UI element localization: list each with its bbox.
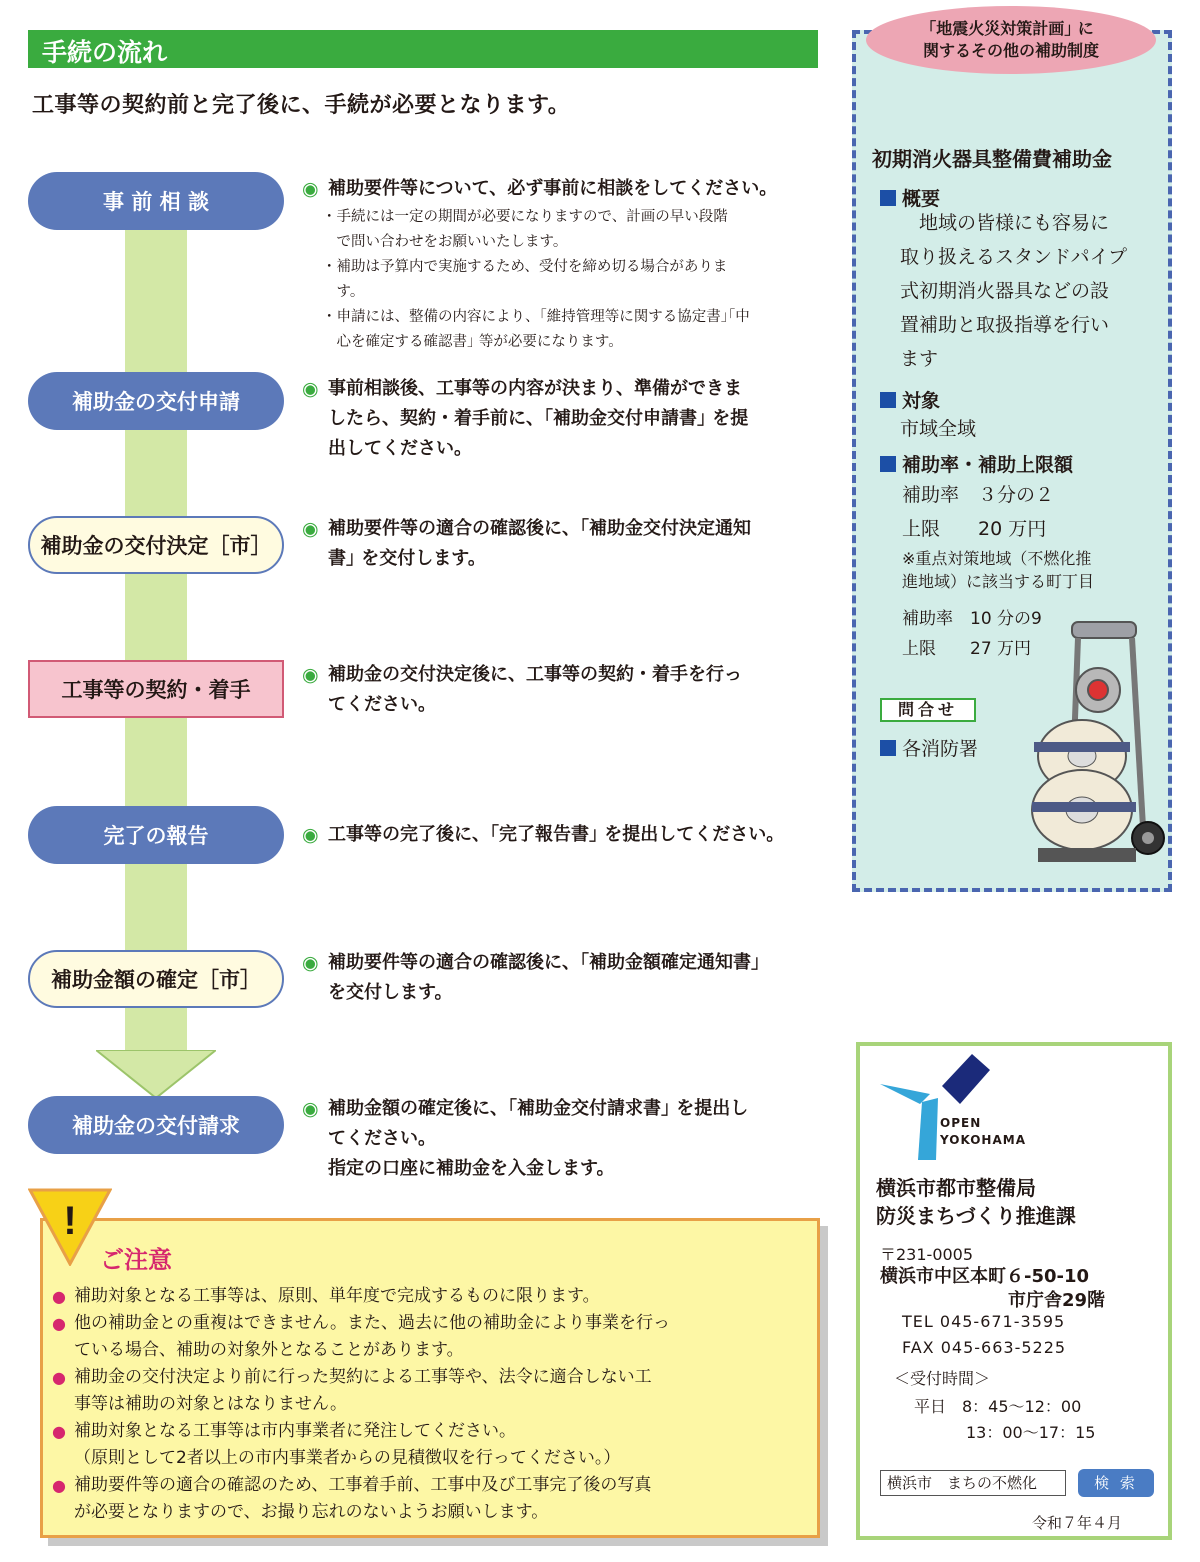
step-desc-0: ◉ 補助要件等について、必ず事前に相談をしてください。 xyxy=(302,174,822,204)
intro-text: 工事等の契約前と完了後に、手続が必要となります。 xyxy=(32,93,571,118)
bullet-icon: ◉ xyxy=(302,178,319,200)
square-bullet-icon xyxy=(880,740,896,756)
org-name: 横浜市都市整備局 防災まちづくり推進課 xyxy=(876,1176,1076,1228)
step-grant-request: 補助金の交付請求 xyxy=(28,1096,284,1154)
address-line1: 横浜市中区本町６-50-10 xyxy=(880,1266,1090,1287)
caution-item: ● 補助要件等の適合の確認のため、工事着手前、工事中及び工事完了後の写真 が必要となりますので、お撮り忘れのないようお願いします。 xyxy=(52,1475,652,1522)
section-header xyxy=(28,30,818,68)
section-title: 手続の流れ xyxy=(42,38,168,67)
square-bullet-icon xyxy=(880,190,896,206)
postal-code: 〒231-0005 xyxy=(880,1245,974,1264)
caution-list xyxy=(52,1283,812,1526)
square-bullet-icon xyxy=(880,392,896,408)
limit-text: 上限 20 万円 xyxy=(902,518,1047,540)
caution-item: ● 補助金の交付決定より前に行った契約による工事等や、法令に適合しない工 事等は補助の対象とはなりません。 xyxy=(52,1367,652,1414)
issue-date: 令和７年４月 xyxy=(1032,1514,1123,1532)
search-button[interactable]: 検 索 xyxy=(1078,1469,1154,1497)
step-completion-report: 完了の報告 xyxy=(28,806,284,864)
priority-note: ※重点対策地域（不燃化推 進地域）に該当する町丁目 xyxy=(902,549,1095,591)
inquiry-text: 各消防署 xyxy=(880,734,978,761)
hours-line2: 13：00～17：15 xyxy=(966,1423,1096,1442)
rate2-text: 補助率 10 分の9 xyxy=(902,609,1042,629)
target-text: 市域全域 xyxy=(900,418,977,440)
inquiry-label: 問合せ xyxy=(880,698,976,722)
rate-heading: 補助率・補助上限額 xyxy=(880,450,1073,477)
fax: FAX 045-663-5225 xyxy=(902,1338,1067,1357)
sidebar-title: 初期消火器具整備費補助金 xyxy=(872,147,1112,171)
caution-item: ● 補助対象となる工事等は市内事業者に発注してください。 （原則として2者以上の市内事業者からの見積徴収を行ってください。） xyxy=(52,1421,621,1468)
step-desc-1: ◉ 事前相談後、工事等の内容が決まり、準備ができま したら、契約・着手前に、｢補助金交付申請書｣ を提 出してください。 xyxy=(302,378,749,459)
limit2-text: 上限 27 万円 xyxy=(902,639,1032,659)
step-prior-consultation: 事 前 相 談 xyxy=(28,172,284,230)
caution-item: ● 他の補助金との重複はできません。また、過去に他の補助金により事業を行っ ている場合、補助の対象外となることがあります。 xyxy=(52,1313,671,1360)
summary-heading: 概要 xyxy=(880,184,940,211)
step-desc-3: ◉ 補助金の交付決定後に、工事等の契約・着手を行っ てください。 xyxy=(302,664,742,715)
step-amount-confirm: 補助金額の確定［市］ xyxy=(28,950,284,1008)
caution-title: ご注意 xyxy=(100,1246,172,1274)
step-desc-5: ◉ 補助要件等の適合の確認後に、｢補助金額確定通知書｣ を交付します。 xyxy=(302,952,760,1003)
step-contract-start: 工事等の契約・着手 xyxy=(28,660,284,718)
rate-text: 補助率 ３分の２ xyxy=(902,484,1055,506)
step-grant-decision: 補助金の交付決定［市］ xyxy=(28,516,284,574)
address-line2: 市庁舎29階 xyxy=(1008,1290,1106,1311)
step-notes-0: ・ 手続には一定の期間が必要になりますので、計画の早い段階 で問い合わせをお願いいたします。 ・ 補助は予算内で実施するため、受付を締め切る場合がありま す。 ・ 申請には、整備の内容により、｢維持管理等に関する協定書｣｢中 心を確定する確認書｣ 等が必要になります。 xyxy=(322,209,750,350)
warning-mark: ! xyxy=(63,1199,77,1243)
target-heading: 対象 xyxy=(880,386,940,413)
search-input[interactable]: 横浜市 まちの不燃化 xyxy=(880,1470,1066,1496)
hours-line1: 平日 8：45～12：00 xyxy=(914,1397,1082,1416)
sidebar-oval-heading: ｢地震火災対策計画｣ に 関するその他の補助制度 xyxy=(866,6,1156,74)
step-grant-application: 補助金の交付申請 xyxy=(28,372,284,430)
flow-arrow-head-icon xyxy=(96,1050,216,1098)
logo-text: OPEN YOKOHAMA xyxy=(940,1116,1026,1147)
step-desc-6: ◉ 補助金額の確定後に、｢補助金交付請求書｣ を提出し てください。 指定の口座に補助金を入金します。 xyxy=(302,1098,749,1179)
standpipe-extinguisher-icon xyxy=(1020,612,1170,874)
square-bullet-icon xyxy=(880,456,896,472)
tel: TEL 045-671-3595 xyxy=(902,1312,1066,1331)
flow-arrow-shaft xyxy=(125,225,187,1063)
step-desc-2: ◉ 補助要件等の適合の確認後に、｢補助金交付決定通知 書｣ を交付します。 xyxy=(302,518,751,569)
caution-item: ● 補助対象となる工事等は、原則、単年度で完成するものに限ります。 xyxy=(52,1286,600,1306)
summary-text: 地域の皆様にも容易に 取り扱えるスタンドパイプ 式初期消火器具などの設 置補助と取扱指導を行い ます xyxy=(900,212,1128,370)
step-desc-4: ◉ 工事等の完了後に、｢完了報告書｣ を提出してください。 xyxy=(302,824,785,846)
hours-label: ＜受付時間＞ xyxy=(894,1369,991,1388)
